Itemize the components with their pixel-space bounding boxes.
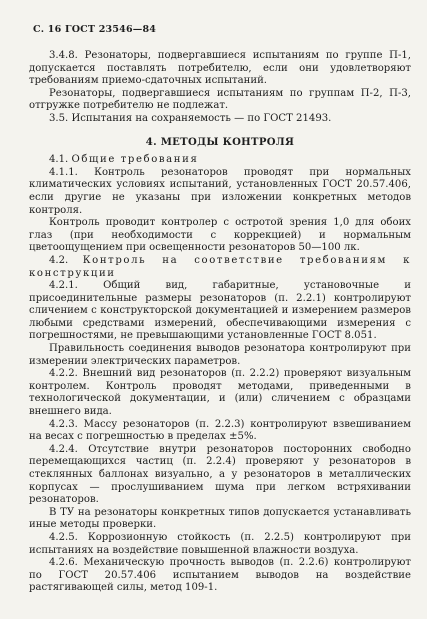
paragraph-4-2-6: 4.2.6. Механическую прочность выводов (п. 2.2.6) контролируют по ГОСТ 20.57.406 испытанием выводов на воздействие растягивающей силы, метод 109-1. xyxy=(29,557,411,594)
standard-designation: ГОСТ 23546—84 xyxy=(64,24,157,35)
subsection-heading-4-2 xyxy=(29,255,411,280)
paragraph-4-1-1: 4.1.1. Контроль резонаторов проводят при нормальных климатических условиях испытаний, установленных ГОСТ 20.57.406, если другие не указаны при изложении конкретных методов контроля. xyxy=(29,166,411,216)
page-number: 16 xyxy=(47,24,62,35)
paragraph-3-4-8: 3.4.8. Резонаторы, подвергавшиеся испытаниям по группе П-1, допускается поставлять потребителю, если они удовлетворяют требованиям приемо-сдаточных испытаний. xyxy=(29,50,411,87)
page-header xyxy=(33,24,156,35)
paragraph-4-1-1-continued: Контроль проводит контролер с остротой зрения 1,0 для обоих глаз (при необходимости с коррекцией) и нормальным цветоощущением при освещенности резонаторов 50—100 лк. xyxy=(29,217,411,254)
section-heading-4: 4. МЕТОДЫ КОНТРОЛЯ xyxy=(145,136,295,148)
paragraph-4-2-1: 4.2.1. Общий вид, габаритные, установочные и присоединительные размеры резонаторов (п. 2.2.1) контролируют сличением с конструкторской документацией и измерением размеров любыми средствами измерений, обеспечивающими измерения с погрешностями, не превышающими установленные ГОСТ 8.051. xyxy=(29,280,411,342)
subsection-number: 4.2. xyxy=(49,254,69,266)
subsection-title: Общие требования xyxy=(71,154,199,166)
paragraph-4-2-1-continued: Правильность соединения выводов резонатора контролируют при измерении электрических параметров. xyxy=(29,343,411,367)
subsection-number: 4.1. xyxy=(49,154,69,166)
paragraph-3-4-8-continued: Резонаторы, подвергавшиеся испытаниям по группам П-2, П-3, отгружке потребителю не подлежат. xyxy=(29,87,411,112)
page-body xyxy=(29,50,411,595)
page-number-prefix: С. xyxy=(33,24,45,35)
paragraph-4-2-3: 4.2.3. Массу резонаторов (п. 2.2.3) контролируют взвешиванием на весах с погрешностью в пределах ±5%. xyxy=(29,418,411,443)
paragraph-4-2-4-continued: В ТУ на резонаторы конкретных типов допускается устанавливать иные методы проверки. xyxy=(29,506,411,531)
paragraph-4-2-4: 4.2.4. Отсутствие внутри резонаторов посторонних свободно перемещающихся частиц (п. 2.2.4) проверяют у резонаторов в стеклянных баллонах визуально, а у резонаторов в металлических корпусах — прослушиванием шума при легком встряхивании резонаторов. xyxy=(29,443,411,506)
subsection-heading-4-1 xyxy=(29,154,411,167)
paragraph-4-2-5: 4.2.5. Коррозионную стойкость (п. 2.2.5) контролируют при испытаниях на воздействие повышенной влажности воздуха. xyxy=(29,531,411,556)
paragraph-4-2-2: 4.2.2. Внешний вид резонаторов (п. 2.2.2) проверяют визуальным контролем. Контроль проводят методами, приведенными в технологической документации, и (или) сличением с образцами внешнего вида. xyxy=(29,368,411,418)
paragraph-3-5: 3.5. Испытания на сохраняемость — по ГОСТ 21493. xyxy=(49,112,332,124)
subsection-title: Контроль на соответствие требованиям к конструкции xyxy=(29,254,411,279)
